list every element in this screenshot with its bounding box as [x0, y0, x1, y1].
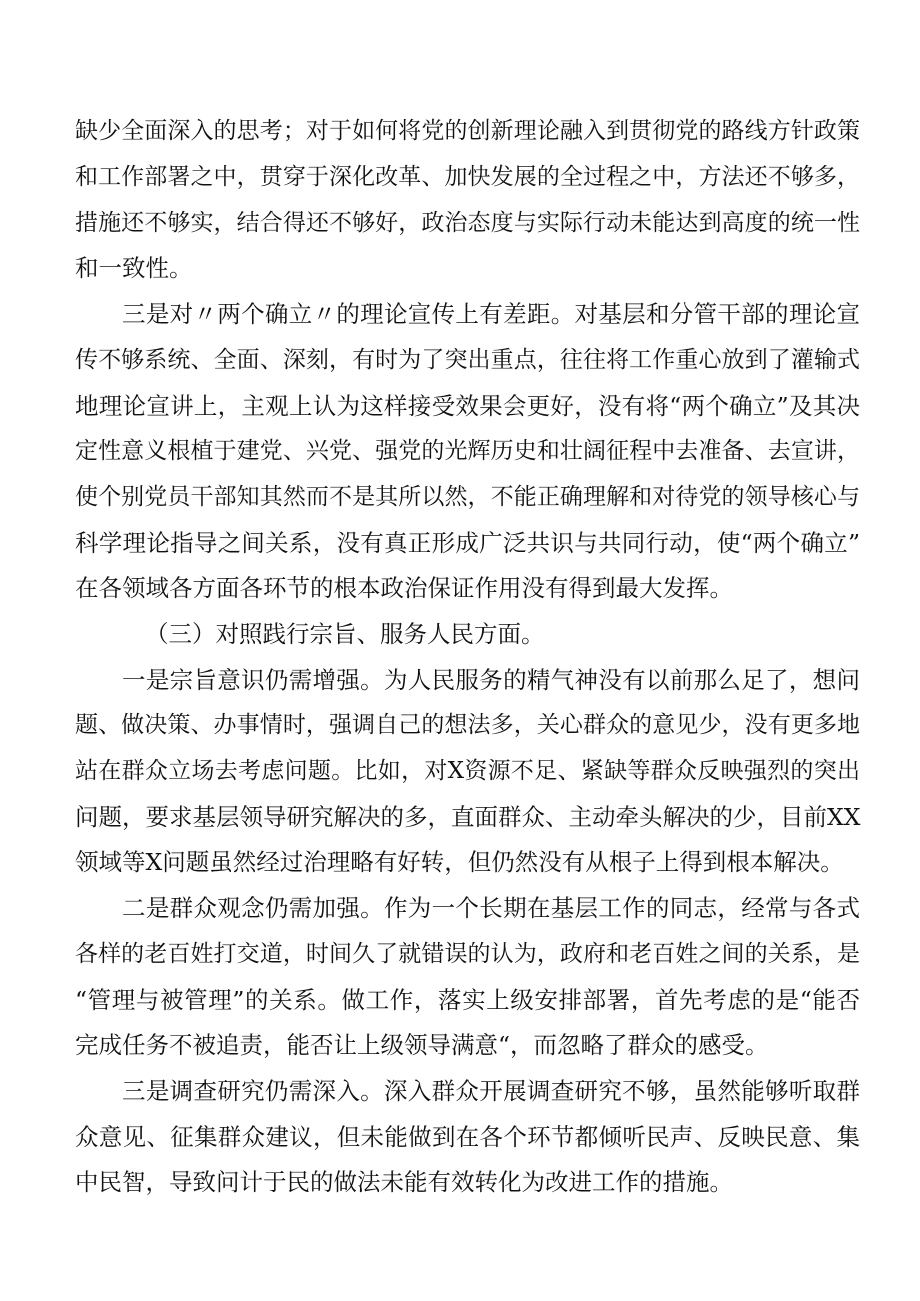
paragraph-line: 领域等X问题虽然经过治理略有好转，但仍然没有从根子上得到根本解决。: [75, 848, 844, 876]
paragraph-line: 三是对〃两个确立〃的理论宣传上有差距。对基层和分管干部的理论宣: [122, 300, 860, 328]
paragraph-line: 一是宗旨意识仍需增强。为人民服务的精气神没有以前那么足了，想问: [122, 666, 860, 694]
paragraph-line: 使个别党员干部知其然而不是其所以然，不能正确理解和对待党的领导核心与: [75, 484, 860, 510]
paragraph-line: 三是调查研究仍需深入。深入群众开展调查研究不够，虽然能够听取群: [122, 1077, 860, 1105]
paragraph-line: 传不够系统、全面、深刻，有时为了突出重点，往往将工作重心放到了灌输式: [75, 347, 860, 373]
paragraph-line: 科学理论指导之间关系，没有真正形成广泛共识与共同行动，使“两个确立”: [75, 529, 860, 557]
paragraph-line: 众意见、征集群众建议，但未能做到在各个环节都倾听民声、反映民意、集: [75, 1123, 860, 1151]
paragraph-line: 各样的老百姓打交道，时间久了就错误的认为，政府和老百姓之间的关系，是: [75, 941, 860, 967]
paragraph-line: 定性意义根植于建党、兴党、强党的光辉历史和壮阔征程中去准备、去宣讲，: [75, 438, 860, 464]
paragraph-line: 中民智，导致问计于民的做法未能有效转化为改进工作的措施。: [75, 1168, 733, 1196]
paragraph-line: “管理与被管理”的关系。做工作，落实上级安排部署，首先考虑的是“能否: [75, 986, 860, 1014]
section-heading: （三）对照践行宗旨、服务人民方面。: [145, 620, 545, 648]
paragraph-line: 完成任务不被追责，能否让上级领导满意“，而忽略了群众的感受。: [75, 1031, 769, 1059]
paragraph-line: 地理论宣讲上，主观上认为这样接受效果会更好，没有将“两个确立”及其决: [75, 392, 860, 420]
paragraph-line: 缺少全面深入的思考；对于如何将党的创新理论融入到贯彻党的路线方针政策: [75, 118, 860, 144]
paragraph-line: 和工作部署之中，贯穿于深化改革、加快发展的全过程之中，方法还不够多，: [75, 164, 860, 190]
paragraph-line: 站在群众立场去考虑问题。比如，对X资源不足、紧缺等群众反映强烈的突出: [75, 758, 860, 784]
paragraph-line: 问题，要求基层领导研究解决的多，直面群众、主动牵头解决的少，目前XX: [75, 803, 861, 831]
paragraph-line: 措施还不够实，结合得还不够好，政治态度与实际行动未能达到高度的统一性: [75, 210, 860, 236]
paragraph-line: 和一致性。: [75, 254, 193, 282]
paragraph-line: 在各领域各方面各环节的根本政治保证作用没有得到最大发挥。: [75, 574, 733, 602]
paragraph-line: 题、做决策、办事情时，强调自己的想法多，关心群众的意见少，没有更多地: [75, 712, 860, 738]
paragraph-line: 二是群众观念仍需加强。作为一个长期在基层工作的同志，经常与各式: [122, 894, 860, 922]
